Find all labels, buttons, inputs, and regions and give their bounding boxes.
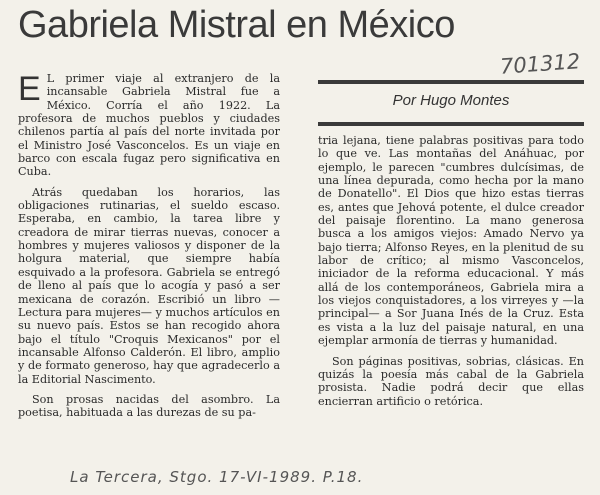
paragraph-3: Son prosas nacidas del asombro. La poetisa, habituada a las durezas de su pa- — [18, 392, 280, 420]
article-headline: Gabriela Mistral en México — [18, 4, 455, 46]
handwritten-source-note: La Tercera, Stgo. 17-VI-1989. P.18. — [70, 468, 364, 486]
paragraph-5: Son páginas positivas, sobrias, clásicas. En quizás la poesía más cabal de la Gabriela prosista. Nadie podrá decir que ellas encierran artificio o retórica. — [318, 354, 584, 408]
paragraph-2: Atrás quedaban los horarios, las obligaciones rutinarias, el sueldo escaso. Esperaba, en cambio, la tarea libre y creadora de mirar tierras nuevas, conocer a hombres y mujeres valiosos y disponer de la holgura material, que siempre había esquivado a la profesora. Gabriela se entregó de lleno al país que lo acogía y pasó a ser mexicana de corazón. Escribió un libro —Lectura para mujeres— y muchos artículos en su nuevo país. Estos se han recogido ahora bajo el título "Croquis Mexicanos" por el incansable Alfonso Calderón. El libro, amplio y de formato generoso, hay que agradecerlo a la Editorial Nascimento. — [18, 185, 280, 386]
dropcap: E — [18, 72, 41, 108]
byline-rule-bottom — [318, 122, 584, 126]
byline-rule-top — [318, 80, 584, 84]
byline: Por Hugo Montes — [392, 92, 510, 109]
paragraph-1-text: L primer viaje al extranjero de la incansable Gabriela Mistral fue a México. Corría el año 1922. La profesora de muchos pueblos y ciudades chilenos partía al país del norte invitada por el Ministro José Vasconcelos. Es un viaje en barco con escala fugaz pero significativa en Cuba. — [18, 72, 280, 179]
right-column — [318, 134, 584, 464]
byline-box — [318, 80, 584, 126]
paragraph-4: tria lejana, tiene palabras positivas para todo lo que ve. Las montañas del Anáhuac, por ejemplo, le parecen "cumbres dulcísimas, de una línea depurada, como hecha por la mano de Donatello". El Dios que hizo estas tierras es, antes que Jehová potente, el dulce creador del paisaje florentino. La mano generosa busca a los amigos viejos: Amado Nervo ya bajo tierra; Alfonso Reyes, en la plenitud de su labor de crítico; al mismo Vasconcelos, iniciador de la reforma educacional. Y más allá de los contemporáneos, Gabriela mira a los viejos conquistadores, a los virreyes y —la principal— a Sor Juana Inés de la Cruz. Esta es vista a la luz del paisaje natural, en una ejemplar armonía de tierras y humanidad. — [318, 134, 584, 348]
archive-number: 701312 — [499, 49, 581, 79]
left-column — [18, 72, 280, 495]
paragraph-1 — [18, 72, 280, 179]
